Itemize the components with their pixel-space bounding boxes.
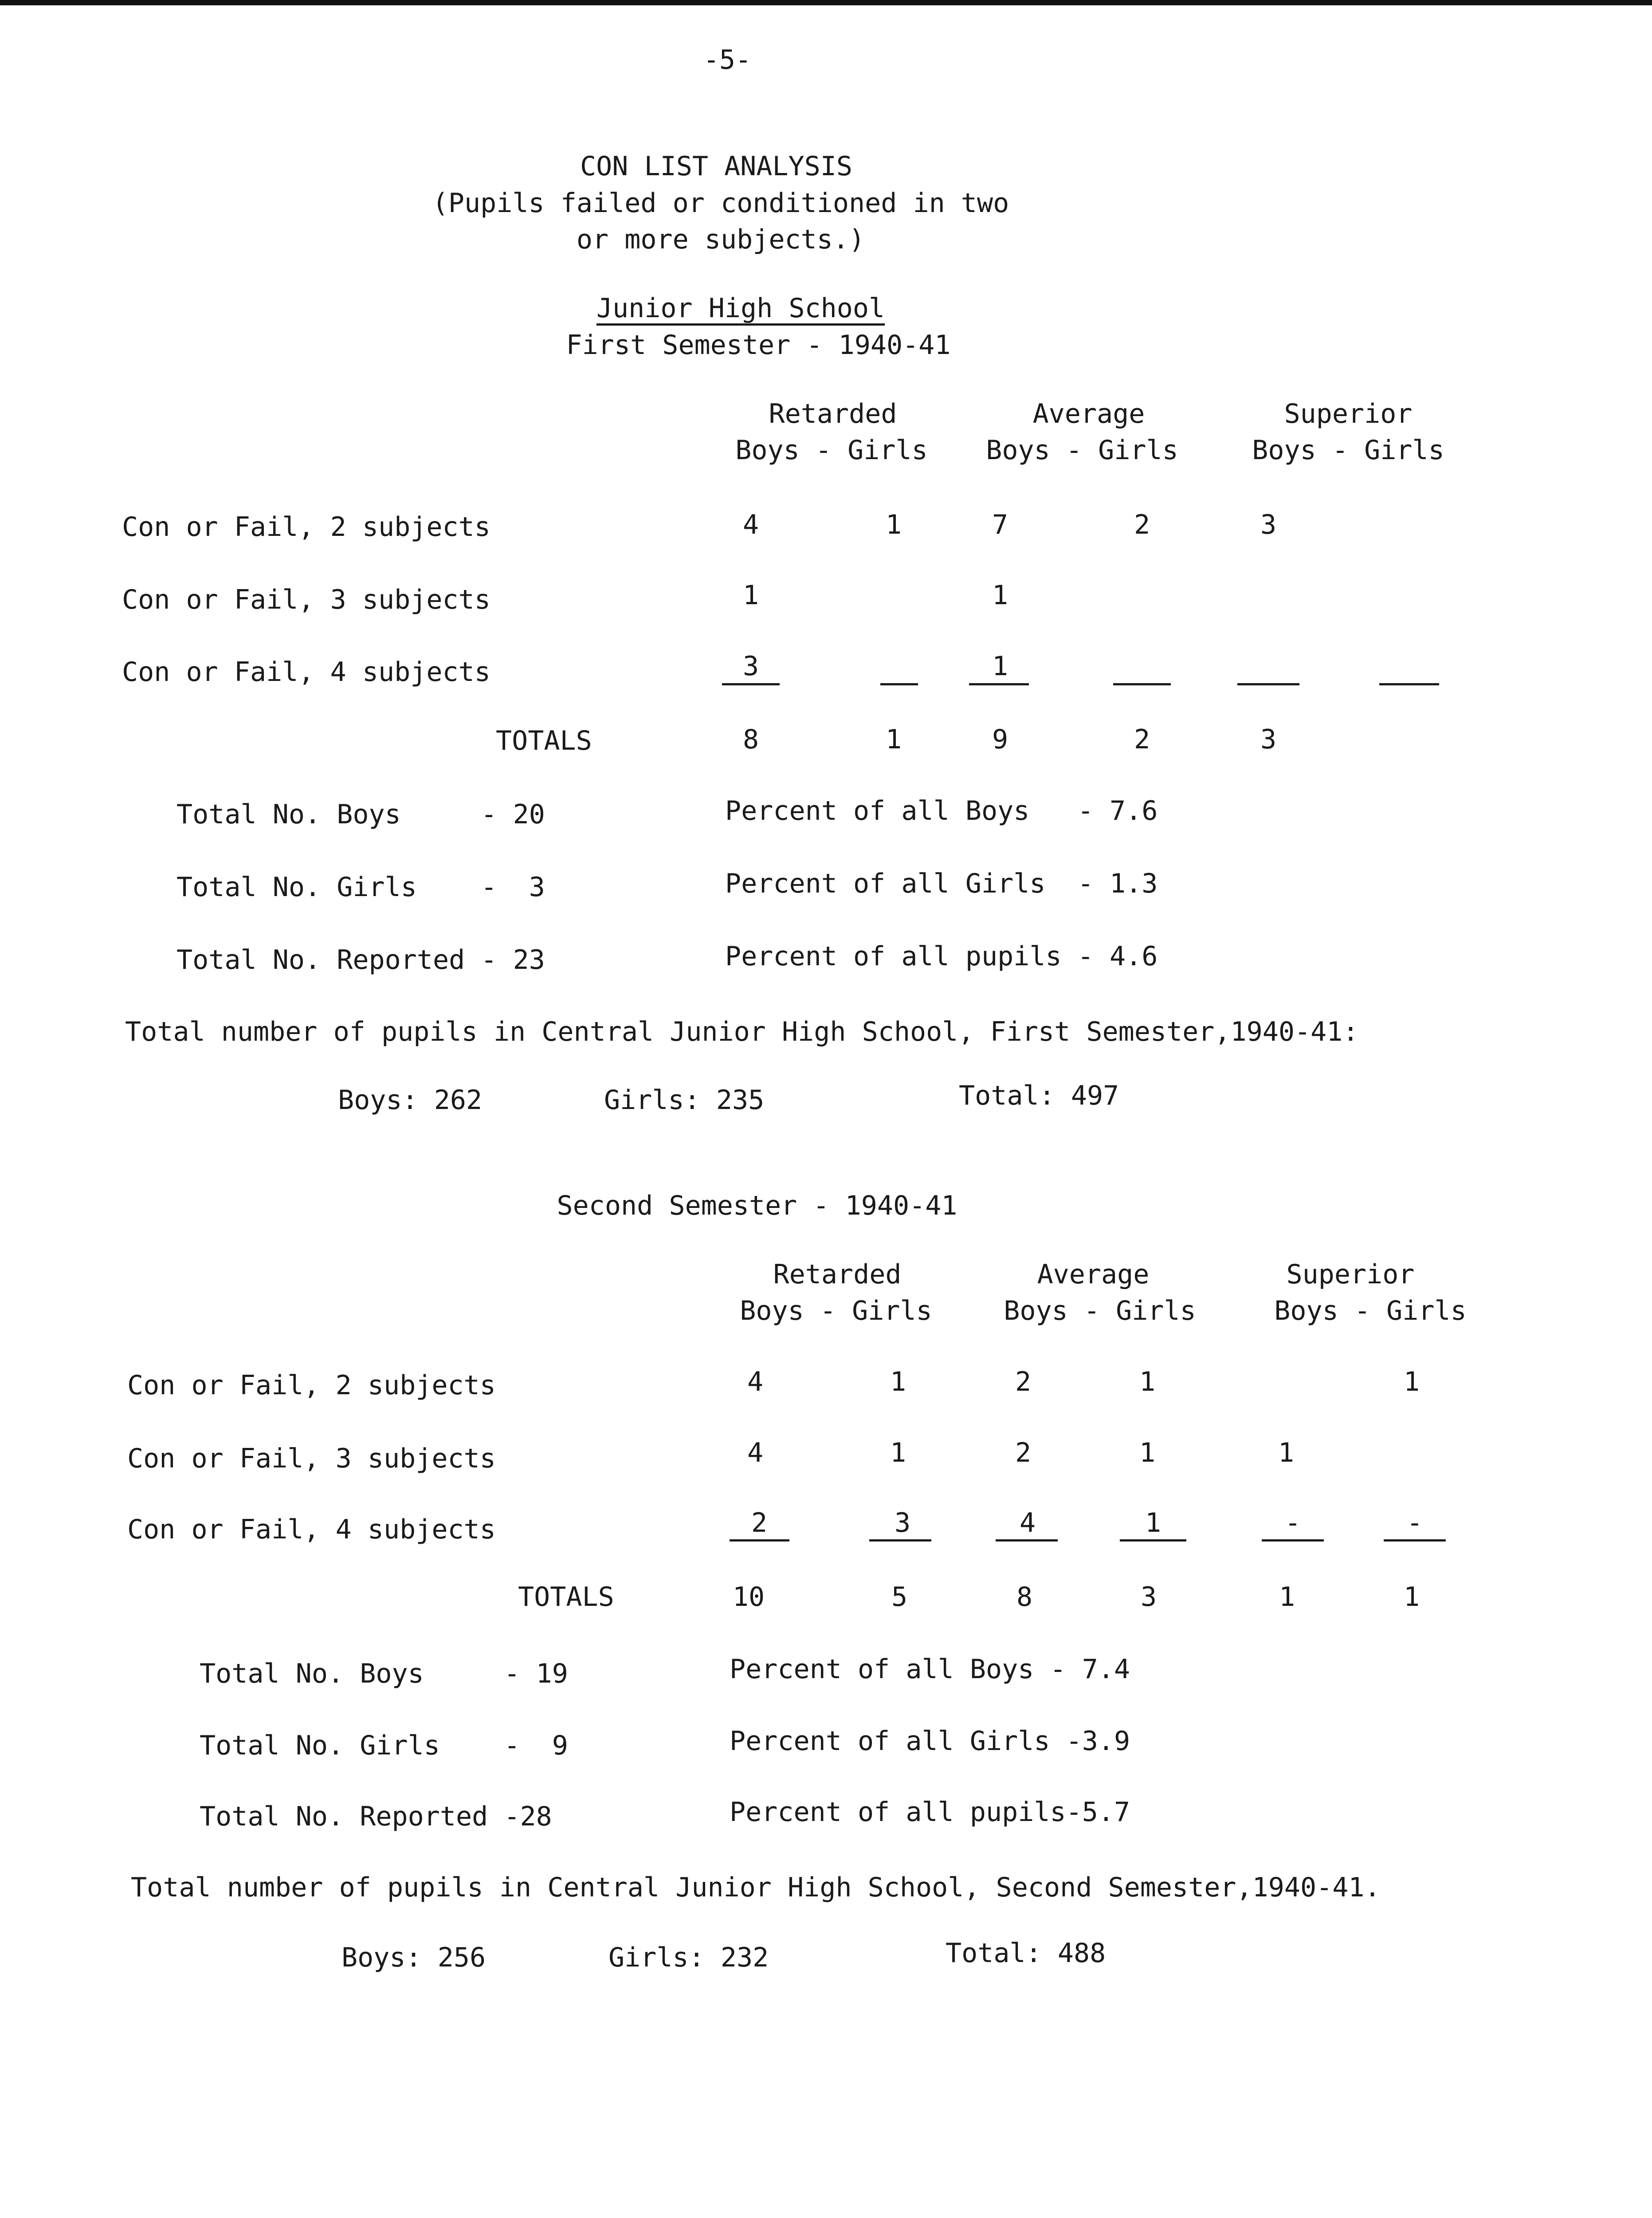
s1-total-sup-boys: 3 xyxy=(1260,724,1277,755)
s1-row-2-label: Con or Fail, 2 subjects xyxy=(122,511,490,543)
s2-underline-ret-girls xyxy=(869,1539,931,1542)
s1-r4-ret-boys: 3 xyxy=(742,651,759,682)
s2-sub-retarded: Boys - Girls xyxy=(740,1295,932,1326)
s2-r2-avg-boys: 2 xyxy=(1015,1366,1032,1397)
s2-total-boys: Total No. Boys - 19 xyxy=(200,1658,568,1689)
s2-sub-average: Boys - Girls xyxy=(1004,1295,1196,1326)
s1-girls-count: Girls: 235 xyxy=(604,1085,765,1116)
s2-r4-ret-girls: 3 xyxy=(894,1507,911,1538)
s2-total-sup-girls: 1 xyxy=(1403,1581,1420,1612)
s2-r4-sup-boys: - xyxy=(1284,1507,1301,1538)
subtitle-line-2: or more subjects.) xyxy=(576,224,865,255)
s1-total-reported: Total No. Reported - 23 xyxy=(177,944,545,975)
s1-percent-girls: Percent of all Girls - 1.3 xyxy=(725,868,1158,899)
document-title: CON LIST ANALYSIS xyxy=(580,151,853,182)
s2-r2-sup-girls: 1 xyxy=(1403,1366,1420,1397)
s2-underline-avg-girls xyxy=(1120,1539,1186,1542)
s1-r2-ret-boys: 4 xyxy=(742,509,759,540)
s1-r2-sup-boys: 3 xyxy=(1260,509,1277,540)
s2-r4-avg-girls: 1 xyxy=(1145,1507,1162,1538)
s2-total-ret-boys: 10 xyxy=(732,1581,765,1612)
s1-total-girls: Total No. Girls - 3 xyxy=(177,872,545,903)
s1-underline-avg-girls xyxy=(1113,683,1171,685)
s2-total-sup-boys: 1 xyxy=(1279,1581,1295,1612)
s1-underline-sup-boys xyxy=(1237,683,1299,685)
s2-total-ret-girls: 5 xyxy=(891,1581,908,1612)
s2-total-count: Total: 488 xyxy=(946,1938,1106,1969)
s1-total-ret-girls: 1 xyxy=(885,724,902,755)
s1-r2-avg-boys: 7 xyxy=(992,509,1008,540)
s2-underline-sup-girls xyxy=(1384,1539,1446,1542)
s1-total-avg-girls: 2 xyxy=(1134,724,1150,755)
semester-2-heading: Second Semester - 1940-41 xyxy=(557,1190,957,1221)
s1-underline-avg-boys xyxy=(969,683,1029,685)
s2-total-avg-boys: 8 xyxy=(1016,1581,1033,1612)
s1-totals-label: TOTALS xyxy=(496,725,592,756)
school-heading: Junior High School xyxy=(596,293,885,324)
s2-group-retarded: Retarded xyxy=(773,1259,902,1290)
s2-total-avg-girls: 3 xyxy=(1140,1581,1157,1612)
s1-total-count: Total: 497 xyxy=(959,1080,1119,1111)
s2-group-superior: Superior xyxy=(1286,1259,1415,1290)
page-number: -5- xyxy=(703,44,752,75)
s2-r3-ret-boys: 4 xyxy=(747,1437,764,1468)
s2-total-pupils-line: Total number of pupils in Central Junior High School, Second Semester,1940-41. xyxy=(131,1872,1381,1903)
s1-r2-avg-girls: 2 xyxy=(1134,509,1150,540)
s2-percent-girls: Percent of all Girls -3.9 xyxy=(730,1726,1130,1757)
s1-underline-ret-girls xyxy=(880,683,918,685)
s2-girls-count: Girls: 232 xyxy=(608,1942,769,1973)
s1-group-superior: Superior xyxy=(1284,398,1413,429)
s2-r4-sup-girls: - xyxy=(1406,1507,1423,1538)
s2-total-reported: Total No. Reported -28 xyxy=(200,1801,552,1832)
s1-r3-avg-boys: 1 xyxy=(992,580,1008,611)
s1-sub-average: Boys - Girls xyxy=(986,435,1178,466)
s2-group-average: Average xyxy=(1037,1259,1150,1290)
s1-r3-ret-boys: 1 xyxy=(742,580,759,611)
s1-total-avg-boys: 9 xyxy=(992,724,1008,755)
s2-r4-ret-boys: 2 xyxy=(751,1507,768,1538)
s1-sub-retarded: Boys - Girls xyxy=(735,435,928,466)
s1-underline-ret-boys xyxy=(722,683,780,685)
semester-1-heading: First Semester - 1940-41 xyxy=(566,330,951,361)
s2-boys-count: Boys: 256 xyxy=(341,1942,486,1973)
s1-r2-ret-girls: 1 xyxy=(885,509,902,540)
s1-percent-pupils: Percent of all pupils - 4.6 xyxy=(725,941,1158,972)
s2-underline-sup-boys xyxy=(1262,1539,1324,1542)
s1-boys-count: Boys: 262 xyxy=(338,1085,483,1116)
s2-r2-ret-girls: 1 xyxy=(890,1366,906,1397)
s1-group-retarded: Retarded xyxy=(769,398,897,429)
s1-group-average: Average xyxy=(1032,398,1145,429)
s2-total-girls: Total No. Girls - 9 xyxy=(200,1730,568,1761)
s1-row-3-label: Con or Fail, 3 subjects xyxy=(122,584,490,615)
s1-percent-boys: Percent of all Boys - 7.6 xyxy=(725,795,1158,826)
s1-row-4-label: Con or Fail, 4 subjects xyxy=(122,657,490,688)
scan-top-edge xyxy=(0,0,1652,5)
s2-row-3-label: Con or Fail, 3 subjects xyxy=(127,1443,496,1474)
s2-r3-ret-girls: 1 xyxy=(890,1437,906,1468)
s2-percent-boys: Percent of all Boys - 7.4 xyxy=(730,1654,1130,1685)
s2-r3-sup-boys: 1 xyxy=(1278,1437,1295,1468)
s2-underline-ret-boys xyxy=(730,1539,789,1542)
s2-row-2-label: Con or Fail, 2 subjects xyxy=(127,1370,496,1401)
s2-underline-avg-boys xyxy=(996,1539,1058,1542)
s2-r3-avg-boys: 2 xyxy=(1015,1437,1032,1468)
s2-r2-avg-girls: 1 xyxy=(1139,1366,1156,1397)
s1-r4-avg-boys: 1 xyxy=(992,651,1008,682)
s1-total-ret-boys: 8 xyxy=(742,724,759,755)
s2-row-4-label: Con or Fail, 4 subjects xyxy=(127,1514,496,1545)
subtitle-line-1: (Pupils failed or conditioned in two xyxy=(432,188,1009,219)
s2-r4-avg-boys: 4 xyxy=(1019,1507,1036,1538)
s2-percent-pupils: Percent of all pupils-5.7 xyxy=(730,1797,1130,1828)
s2-sub-superior: Boys - Girls xyxy=(1274,1295,1467,1326)
s1-total-boys: Total No. Boys - 20 xyxy=(177,799,545,830)
s2-r3-avg-girls: 1 xyxy=(1139,1437,1156,1468)
s2-totals-label: TOTALS xyxy=(518,1581,614,1612)
s2-r2-ret-boys: 4 xyxy=(747,1366,764,1397)
s1-total-pupils-line: Total number of pupils in Central Junior High School, First Semester,1940-41: xyxy=(125,1016,1359,1047)
s1-sub-superior: Boys - Girls xyxy=(1252,435,1444,466)
s1-underline-sup-girls xyxy=(1379,683,1439,685)
